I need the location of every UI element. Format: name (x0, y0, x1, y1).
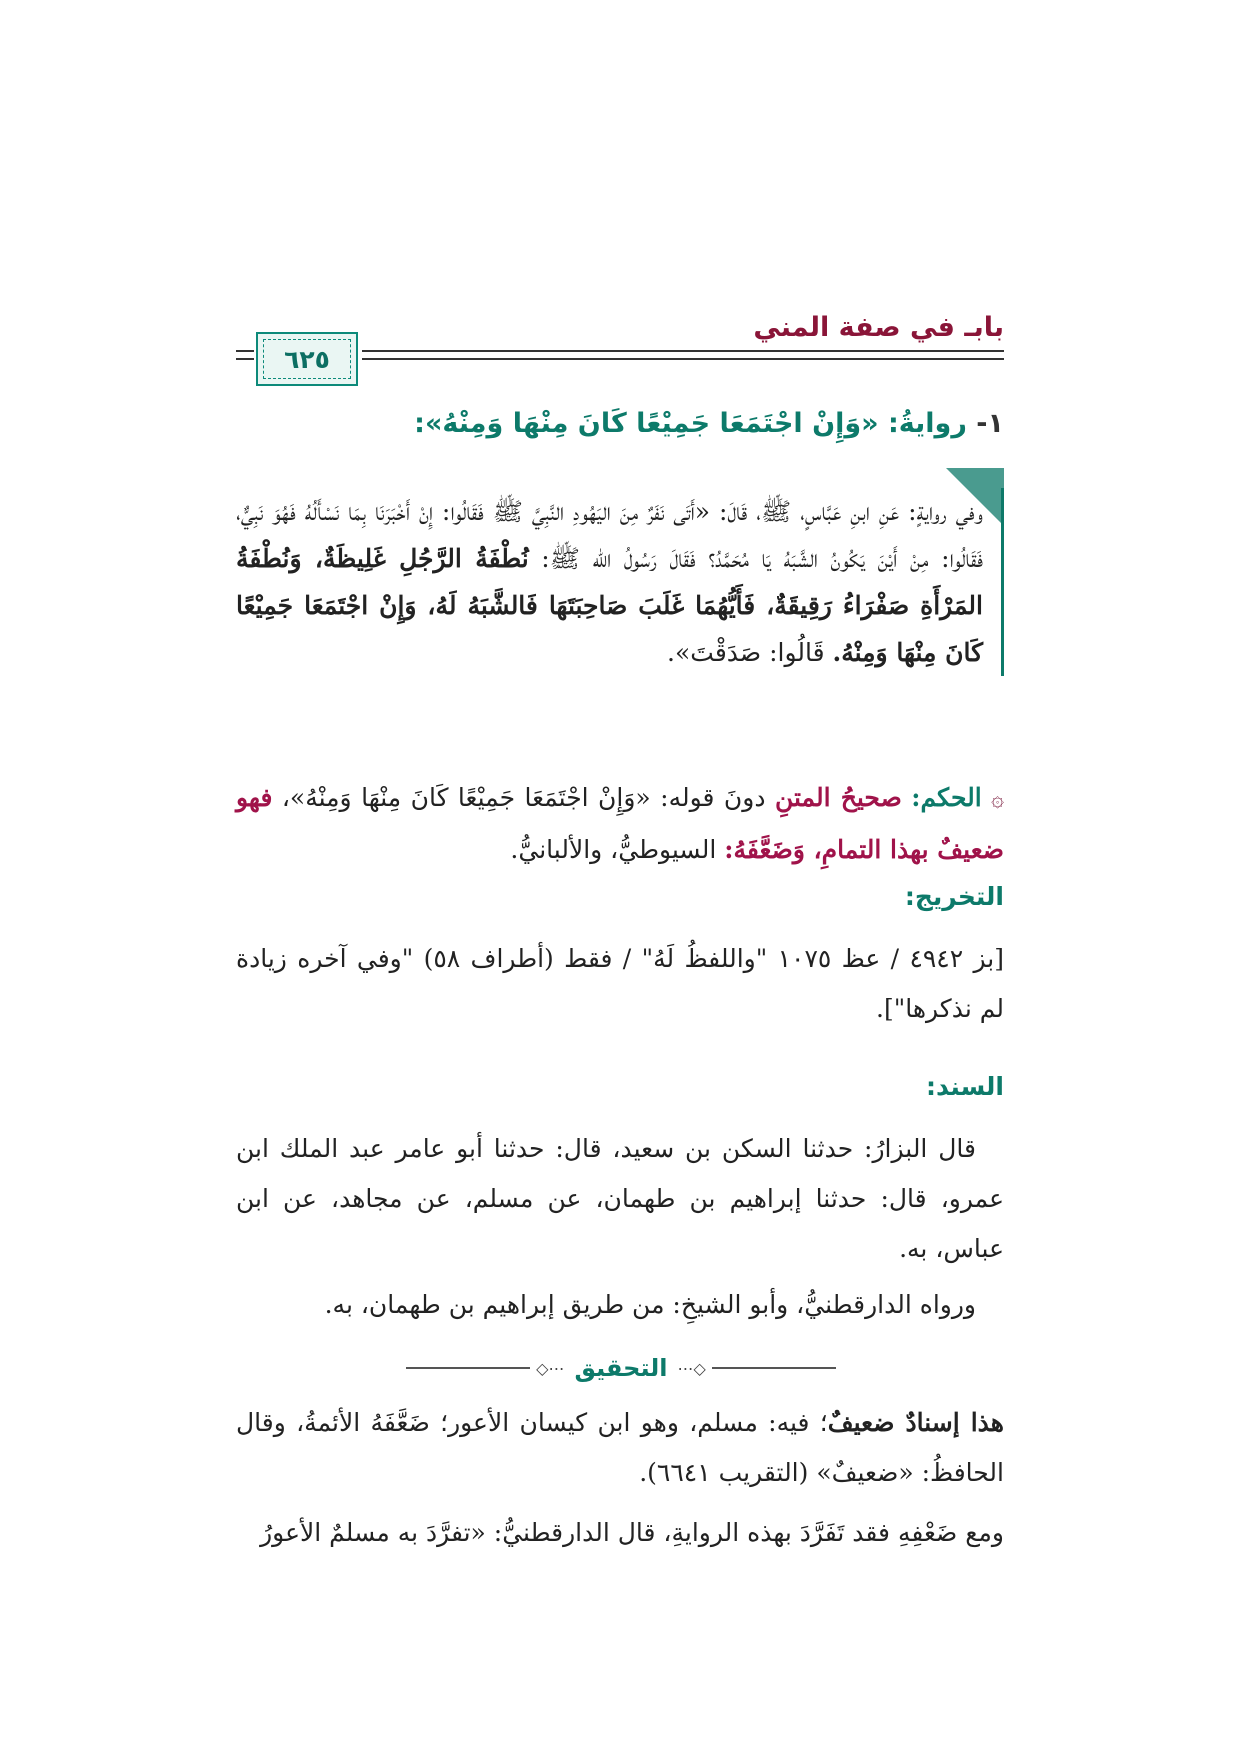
sanad-label: السند: (925, 1072, 1004, 1101)
divider-line-right (712, 1367, 836, 1369)
ruling-middle: دونَ قوله: «وَإِنْ اجْتَمَعَا جَمِيْعًا كَانَ مِنْهَا وَمِنْهُ»، (272, 783, 775, 812)
ruling-verdict: صحيحُ المتنِ (774, 783, 902, 812)
sanad-text-2: ورواه الدارقطنيُّ، وأبو الشيخِ: من طريق إبراهيم بن طهمان، به. (324, 1290, 976, 1319)
tahqiq-divider (406, 1352, 836, 1384)
hadith-text (236, 488, 983, 676)
header-rule-left-bottom (236, 358, 254, 360)
corner-ornament (946, 468, 1004, 526)
divider-line-left (406, 1367, 530, 1369)
tahqiq-paragraph (236, 1398, 1004, 1498)
tahqiq-bold: هذا إسنادٌ ضعيفٌ (827, 1408, 1004, 1437)
page-number-badge (256, 332, 358, 386)
ornament-icon: ◇⋯ (677, 1358, 706, 1378)
chapter-title: بابـ في صفة المني (753, 312, 1004, 343)
section-number: ١- (976, 408, 1004, 439)
section-title: روايةُ: «وَإِنْ اجْتَمَعَا جَمِيْعًا كَانَ مِنْهَا وَمِنْهُ»: (414, 408, 967, 439)
takhrij-text: [بز ٤٩٤٢ / عظ ١٠٧٥ "واللفظُ لَهُ" / فقط (أطراف ٥٨) "وفي آخره زيادة لم نذكرها"]. (236, 944, 1005, 1023)
hadith-ending: قَالُوا: صَدَقْتَ». (667, 638, 833, 667)
ruling-weak: فهو ضعيفٌ بهذا التمامِ، وَضَعَّفَهُ: (236, 783, 1004, 864)
header-rule-right-top (362, 350, 1004, 352)
hadith-intro: وفي روايةٍ: عَنِ ابنِ عَبَّاسٍ، ﷺ، قَالَ: «أَتَى نَفَرٌ مِنَ اليَهُودِ النَّبِيَّ ﷺ فَقَالُوا: إِنْ أَخْبَرَنَا بِمَا نَسْأَلُهُ فَهُوَ نَبِيٌّ، فَقَالُوا: مِنْ أَيْنَ يَكُونُ الشَّبَهُ يَا مُحَمَّدُ؟ فَقَالَ رَسُولُ الله ﷺ: (236, 497, 983, 573)
tahqiq-paragraph-2: ومع ضَعْفِهِ فقد تَفَرَّدَ بهذه الروايةِ، قال الدارقطنيُّ: «تفرَّدَ به مسلمٌ الأعورُ (260, 1518, 1004, 1547)
ruling-label: الحكم: (911, 783, 982, 812)
rosette-icon: ۞ (991, 787, 1005, 812)
hadith-box (236, 488, 1004, 676)
ruling-by: السيوطيُّ، والألبانيُّ. (510, 835, 725, 864)
tahqiq-text: ؛ فيه: مسلم، وهو ابن كيسان الأعور؛ ضَعَّفَهُ الأئمةُ، وقال الحافظُ: «ضعيفٌ» (التقريب ٦٦٤١). (236, 1408, 1004, 1487)
page-number: ٦٢٥ (284, 344, 330, 374)
sanad-text: قال البزارُ: حدثنا السكن بن سعيد، قال: حدثنا أبو عامر عبد الملك ابن عمرو، قال: حدثنا إبراهيم بن طهمان، عن مسلم، عن مجاهد، عن ابن عباس، به. (236, 1134, 1004, 1263)
section-heading (236, 408, 1004, 439)
header-rule-right-bottom (362, 358, 1004, 360)
ornament-icon: ⋯◇ (536, 1358, 565, 1378)
ruling-paragraph (236, 773, 1004, 875)
takhrij-label: التخريج: (904, 882, 1004, 911)
tahqiq-label: التحقيق (574, 1354, 668, 1382)
header-rule-left-top (236, 350, 254, 352)
hadith-bold-text: نُطْفَةُ الرَّجُلِ غَلِيظَةٌ، وَنُطْفَةُ المَرْأَةِ صَفْرَاءُ رَقِيقَةٌ، فَأَيُّهُمَا غَلَبَ صَاحِبَتَهَا فَالشَّبَهُ لَهُ، وَإِنْ اجْتَمَعَا جَمِيْعًا كَانَ مِنْهَا وَمِنْهُ. (236, 544, 983, 667)
